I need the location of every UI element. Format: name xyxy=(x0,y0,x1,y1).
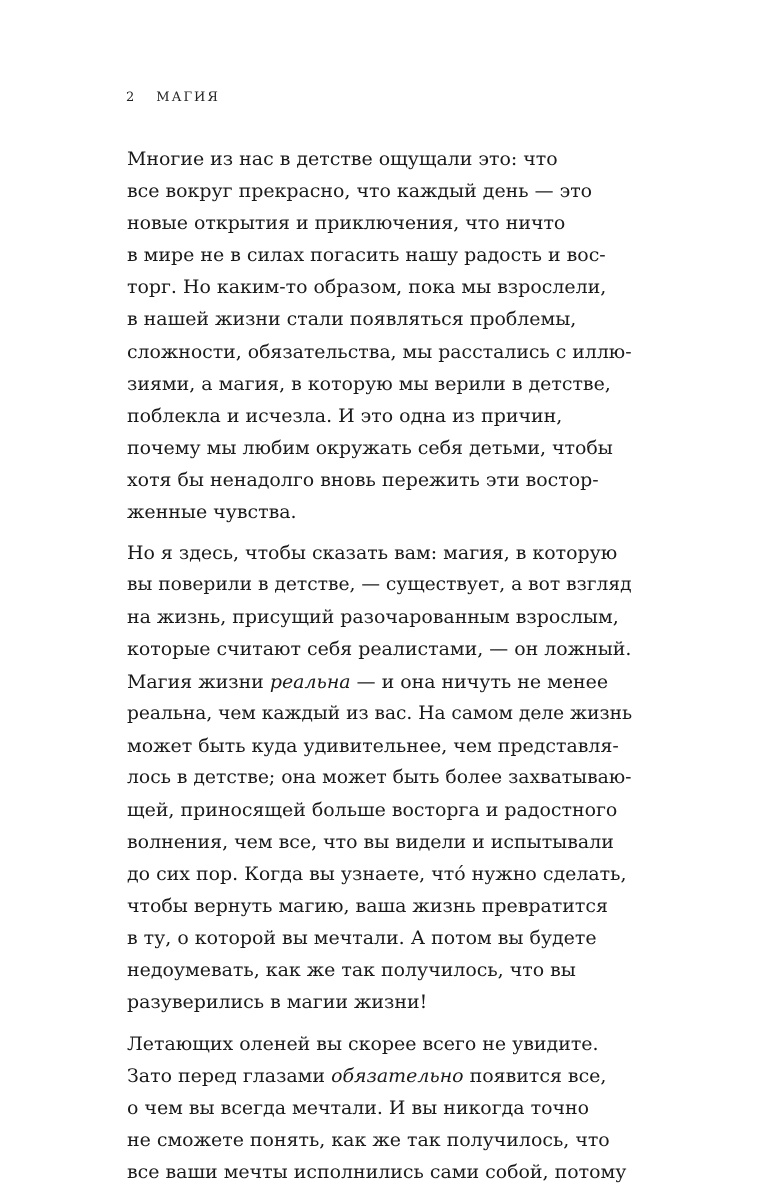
text-line xyxy=(127,303,647,335)
text-span: все ваши мечты исполнились сами собой, потому xyxy=(127,1160,627,1183)
text-span: недоумевать, как же так получилось, что вы xyxy=(127,959,576,982)
text-span: поблекла и исчезла. И это одна из причин, xyxy=(127,404,563,427)
text-span: на жизнь, присущий разочарованным взрослым, xyxy=(127,606,619,629)
text-span: новые открытия и приключения, что ничто xyxy=(127,212,566,235)
text-line xyxy=(127,239,647,271)
text-span: вы поверили в детстве, — существует, а вот взгляд xyxy=(127,574,632,596)
text-line xyxy=(127,175,647,207)
text-span: Но я здесь, чтобы сказать вам: магия, в которую xyxy=(127,542,618,565)
text-line xyxy=(127,537,647,569)
text-span: почему мы любим окружать себя детьми, чтобы xyxy=(127,436,613,459)
text-line xyxy=(127,496,647,528)
text-line xyxy=(127,1124,647,1156)
text-span: хотя бы ненадолго вновь пережить эти востор- xyxy=(127,468,599,491)
text-line xyxy=(127,569,647,601)
running-title: МАГИЯ xyxy=(156,90,220,105)
text-span: чтобы вернуть магию, ваша жизнь превратится xyxy=(127,895,608,918)
text-line xyxy=(127,858,647,890)
text-line xyxy=(127,762,647,794)
text-span: может быть куда удивительнее, чем представля- xyxy=(127,734,619,757)
text-span: женные чувства. xyxy=(127,501,297,524)
text-span: которые считают себя реалистами, — он ложный. xyxy=(127,638,632,661)
page-number: 2 xyxy=(126,90,135,105)
text-line xyxy=(127,986,647,1018)
text-span: Магия жизни xyxy=(127,670,270,693)
text-line xyxy=(127,954,647,986)
text-span: появится все, xyxy=(463,1064,607,1087)
text-line xyxy=(127,826,647,858)
paragraph xyxy=(127,143,647,528)
text-line xyxy=(127,922,647,954)
text-line xyxy=(127,336,647,368)
paragraph xyxy=(127,1028,647,1188)
body-text xyxy=(127,143,647,1188)
text-span: зиями, а магия, в которую мы верили в детстве, xyxy=(127,372,611,395)
paragraph xyxy=(127,537,647,1018)
text-span: до сих пор. Когда вы узнаете, что́ нужно сделать, xyxy=(127,863,627,886)
text-line xyxy=(127,143,647,175)
text-line xyxy=(127,666,647,698)
text-span: волнения, чем все, что вы видели и испытывали xyxy=(127,830,614,853)
text-span: реальна, чем каждый из вас. На самом деле жизнь xyxy=(127,702,633,724)
italic-span: реальна xyxy=(269,670,351,693)
text-line xyxy=(127,400,647,432)
text-line xyxy=(127,1092,647,1124)
text-line xyxy=(127,601,647,633)
text-line xyxy=(127,1156,647,1188)
text-span: в нашей жизни стали появляться проблемы, xyxy=(127,308,577,331)
text-span: все вокруг прекрасно, что каждый день — это xyxy=(127,180,593,203)
italic-span: обязательно xyxy=(331,1064,464,1087)
text-span: щей, приносящей больше восторга и радостного xyxy=(127,798,618,821)
text-line xyxy=(127,464,647,496)
text-line xyxy=(127,890,647,922)
text-line xyxy=(127,633,647,665)
text-line xyxy=(127,1060,647,1092)
text-span: Многие из нас в детстве ощущали это: что xyxy=(127,148,558,170)
text-line xyxy=(127,698,647,730)
text-line xyxy=(127,1028,647,1060)
text-span: — и она ничуть не менее xyxy=(350,670,609,693)
text-span: не сможете понять, как же так получилось, что xyxy=(127,1128,610,1151)
text-span: торг. Но каким-то образом, пока мы взрослели, xyxy=(127,276,607,299)
text-line xyxy=(127,730,647,762)
text-span: лось в детстве; она может быть более захватываю- xyxy=(127,766,632,788)
text-line xyxy=(127,271,647,303)
text-span: разуверились в магии жизни! xyxy=(127,991,428,1014)
text-span: сложности, обязательства, мы расстались с иллю- xyxy=(127,340,632,363)
text-span: в мире не в силах погасить нашу радость и вос- xyxy=(127,244,606,267)
text-line xyxy=(127,432,647,464)
text-line xyxy=(127,368,647,400)
text-line xyxy=(127,207,647,239)
text-span: в ту, о которой вы мечтали. А потом вы будете xyxy=(127,927,597,950)
text-span: о чем вы всегда мечтали. И вы никогда точно xyxy=(127,1096,590,1119)
text-span: Летающих оленей вы скорее всего не увидите. xyxy=(127,1032,599,1055)
running-head xyxy=(126,90,220,105)
text-span: Зато перед глазами xyxy=(127,1064,332,1087)
text-line xyxy=(127,794,647,826)
